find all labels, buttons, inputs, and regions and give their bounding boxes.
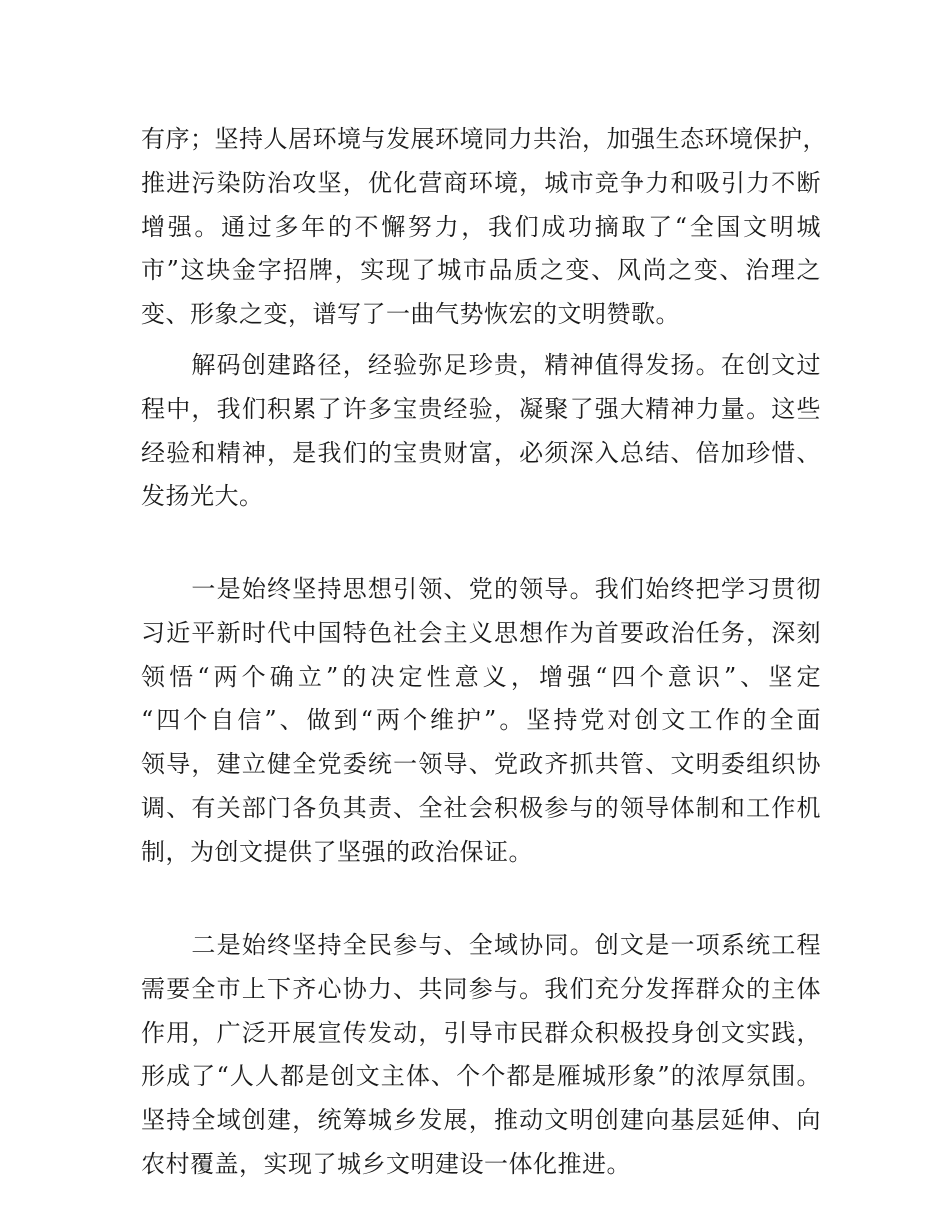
text-line: 经验和精神，是我们的宝贵财富，必须深入总结、倍加珍惜、 [141, 438, 821, 467]
text-line: 发扬光大。 [141, 482, 264, 511]
text-line: 制，为创文提供了坚强的政治保证。 [141, 837, 533, 866]
paragraph-2 [141, 344, 821, 519]
text-line: 需要全市上下齐心协力、共同参与。我们充分发挥群众的主体 [141, 974, 821, 1003]
text-line: 农村覆盖，实现了城乡文明建设一体化推进。 [141, 1149, 631, 1178]
text-line: 作用，广泛开展宣传发动，引导市民群众积极投身创文实践， [141, 1018, 821, 1047]
text-line: 领导，建立健全党委统一领导、党政齐抓共管、文明委组织协 [141, 750, 821, 779]
paragraph-1 [141, 118, 827, 337]
text-line: “四个自信”、做到“两个维护”。坚持党对创文工作的全面 [141, 706, 821, 735]
paragraph-4 [141, 924, 821, 1187]
text-line: 程中，我们积累了许多宝贵经验，凝聚了强大精神力量。这些 [141, 394, 821, 423]
text-line: 一是始终坚持思想引领、党的领导。我们始终把学习贯彻 [141, 575, 821, 603]
text-line: 习近平新时代中国特色社会主义思想作为首要政治任务，深刻 [141, 618, 821, 647]
text-line: 市”这块金字招牌，实现了城市品质之变、风尚之变、治理之 [141, 256, 821, 285]
paragraph-3 [141, 568, 821, 875]
text-line: 增强。通过多年的不懈努力，我们成功摘取了“全国文明城 [141, 212, 821, 241]
text-line: 调、有关部门各负其责、全社会积极参与的领导体制和工作机 [141, 793, 821, 822]
text-line: 解码创建路径，经验弥足珍贵，精神值得发扬。在创文过 [141, 351, 821, 379]
text-line: 二是始终坚持全民参与、全域协同。创文是一项系统工程 [141, 931, 821, 959]
text-line: 推进污染防治攻坚，优化营商环境，城市竞争力和吸引力不断 [141, 168, 821, 197]
text-line: 领悟“两个确立”的决定性意义，增强“四个意识”、坚定 [141, 662, 821, 691]
text-line: 有序；坚持人居环境与发展环境同力共治，加强生态环境保护， [141, 125, 827, 153]
text-line: 形成了“人人都是创文主体、个个都是雁城形象”的浓厚氛围。 [141, 1062, 821, 1091]
text-line: 变、形象之变，谱写了一曲气势恢宏的文明赞歌。 [141, 300, 680, 329]
text-line: 坚持全域创建，统筹城乡发展，推动文明创建向基层延伸、向 [141, 1106, 821, 1135]
